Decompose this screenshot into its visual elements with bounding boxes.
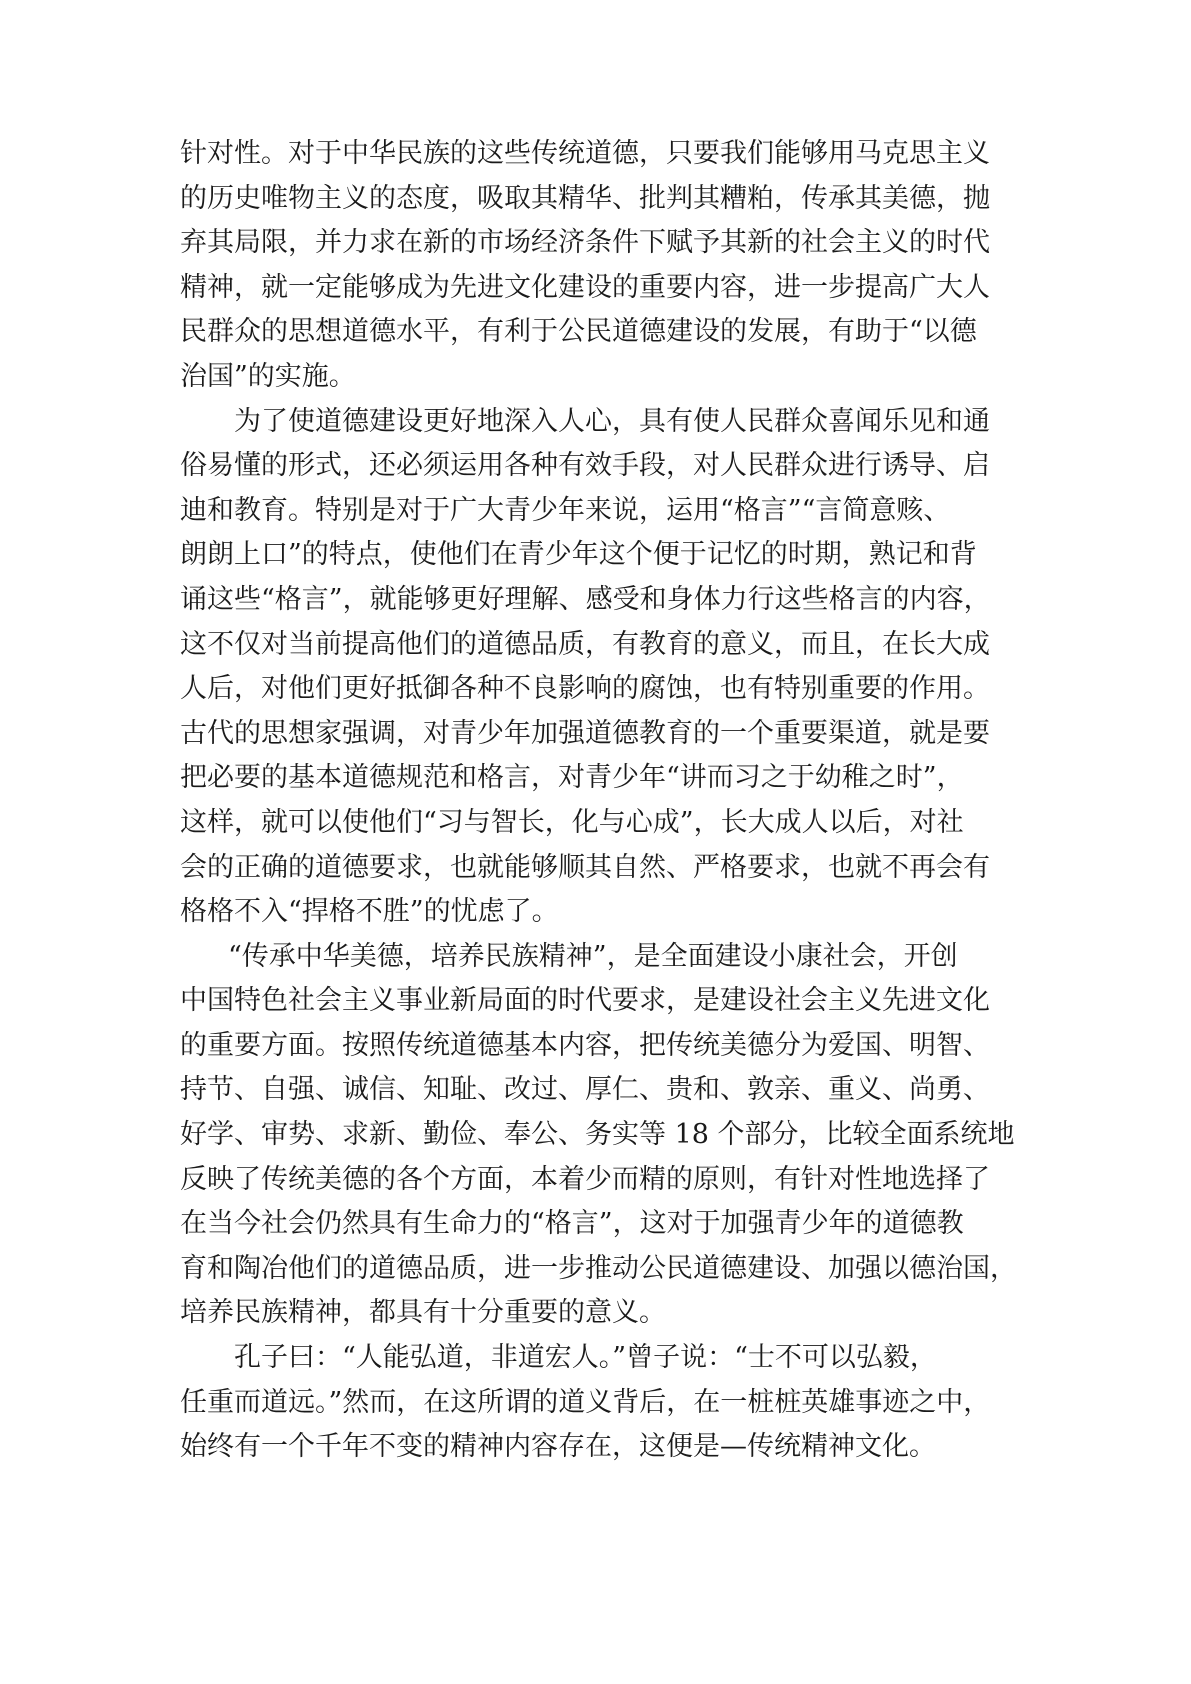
text-line: 这样，就可以使他们“习与智长，化与心成”，长大成人以后，对社 (180, 806, 964, 838)
text-line: 始终有一个千年不变的精神内容存在，这便是—传统精神文化。 (180, 1431, 936, 1463)
text-line: 任重而道远。”然而，在这所谓的道义背后，在一桩桩英雄事迹之中， (180, 1386, 991, 1418)
text-line: 朗朗上口”的特点，使他们在青少年这个便于记忆的时期，熟记和背 (180, 539, 977, 571)
paragraph-first-line: “传承中华美德，培养民族精神”，是全面建设小康社会，开创 (228, 940, 958, 972)
text-line: 精神，就一定能够成为先进文化建设的重要内容，进一步提高广大人 (180, 271, 990, 303)
text-line: 育和陶冶他们的道德品质，进一步推动公民道德建设、加强以德治国， (180, 1252, 1017, 1284)
text-line: 人后，对他们更好抵御各种不良影响的腐蚀，也有特别重要的作用。 (180, 673, 990, 705)
text-line: 的重要方面。按照传统道德基本内容，把传统美德分为爱国、明智、 (180, 1029, 990, 1061)
paragraph-first-line: 孔子曰：“人能弘道，非道宏人。”曾子说：“士不可以弘毅， (234, 1342, 937, 1374)
text-line: 把必要的基本道德规范和格言，对青少年“讲而习之于幼稚之时”， (180, 762, 964, 794)
text-line: 中国特色社会主义事业新局面的时代要求，是建设社会主义先进文化 (180, 985, 990, 1017)
text-line: 在当今社会仍然具有生命力的“格言”，这对于加强青少年的道德教 (180, 1208, 964, 1240)
text-line: 这不仅对当前提高他们的道德品质，有教育的意义，而且，在长大成 (180, 628, 990, 660)
text-line: 的历史唯物主义的态度，吸取其精华、批判其糟粕，传承其美德，抛 (180, 182, 990, 214)
text-line: 弃其局限，并力求在新的市场经济条件下赋予其新的社会主义的时代 (180, 227, 990, 259)
text-line: 针对性。对于中华民族的这些传统道德，只要我们能够用马克思主义 (180, 138, 990, 169)
text-line: 俗易懂的形式，还必须运用各种有效手段，对人民群众进行诱导、启 (180, 450, 990, 482)
paragraph-first-line: 为了使道德建设更好地深入人心，具有使人民群众喜闻乐见和通 (234, 405, 990, 437)
text-line: 诵这些“格言”，就能够更好理解、感受和身体力行这些格言的内容， (180, 583, 991, 615)
text-line: 会的正确的道德要求，也就能够顺其自然、严格要求，也就不再会有 (180, 851, 990, 883)
text-line: 民群众的思想道德水平，有利于公民道德建设的发展，有助于“以德 (180, 316, 977, 348)
text-line: 好学、审势、求新、勤俭、奉公、务实等 18 个部分，比较全面系统地 (180, 1119, 1015, 1151)
text-line: 培养民族精神，都具有十分重要的意义。 (180, 1297, 666, 1329)
text-line: 治国”的实施。 (180, 360, 356, 392)
text-line: 古代的思想家强调，对青少年加强道德教育的一个重要渠道，就是要 (180, 717, 990, 749)
text-line: 反映了传统美德的各个方面，本着少而精的原则，有针对性地选择了 (180, 1163, 990, 1195)
text-line: 格格不入“捍格不胜”的忧虑了。 (180, 896, 559, 928)
text-line: 迪和教育。特别是对于广大青少年来说，运用“格言”“言简意赅、 (180, 494, 951, 526)
text-line: 持节、自强、诚信、知耻、改过、厚仁、贵和、敦亲、重义、尚勇、 (180, 1074, 990, 1106)
body-text (180, 132, 1020, 1470)
